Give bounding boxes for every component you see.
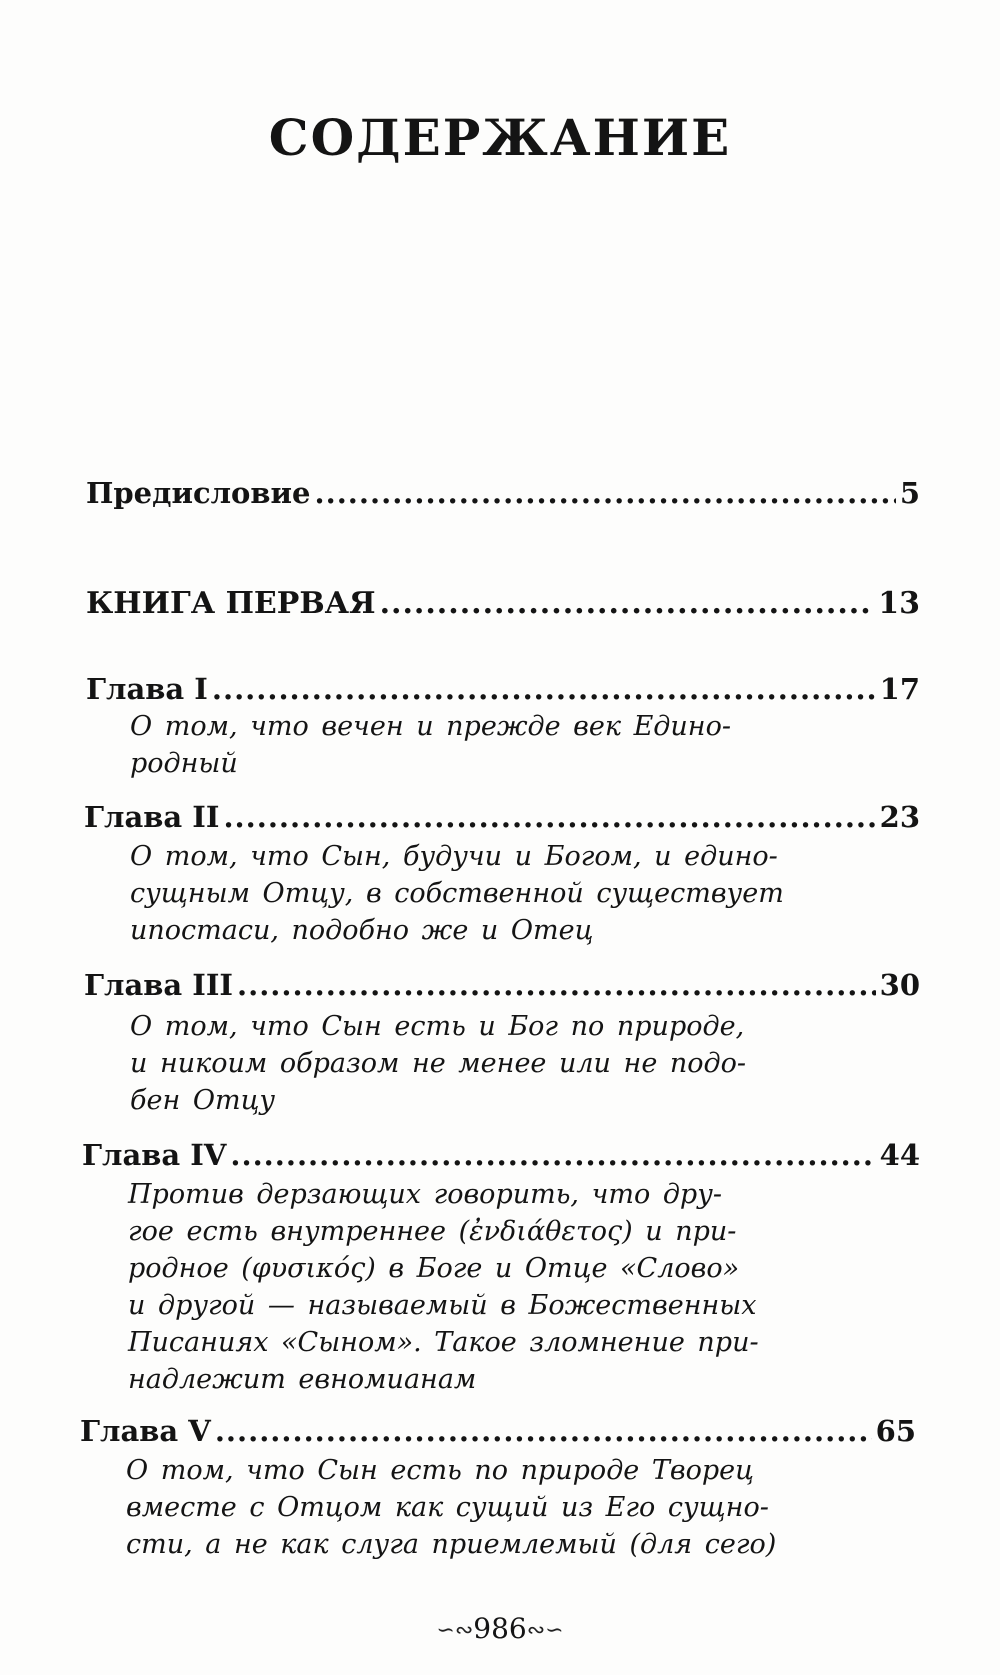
toc-entry-page: 5 [899,476,920,510]
dot-leader [212,672,876,706]
description-line: гое есть внутреннее (ἐνδιάθετος) и при- [128,1216,737,1247]
description-line: и другой — называемый в Божественных [128,1290,757,1321]
description-line: вместе с Отцом как сущий из Его сущно- [126,1492,769,1523]
toc-entry-page: 65 [875,1414,916,1448]
toc-entry-label: Предисловие [86,476,311,510]
description-line: О том, что вечен и прежде век Едино- [130,711,731,742]
dot-leader [223,800,875,834]
toc-entry-preface [86,476,920,510]
description-line: надлежит евномианам [128,1364,477,1395]
toc-entry-label: Глава IV [82,1138,227,1172]
page-number: 986 [473,1612,527,1645]
description-line: сти, а не как слуга приемлемый (для сего) [126,1529,777,1560]
toc-entry-label: Глава V [80,1414,211,1448]
toc-entry-label: Глава III [84,968,233,1002]
description-line: Писаниях «Сыном». Такое зломнение при- [128,1327,759,1358]
description-line: родное (φυσικός) в Боге и Отце «Слово» [128,1253,740,1284]
page-title: СОДЕРЖАНИЕ [268,108,732,167]
toc-entry-chapter [82,1138,920,1172]
description-line: ипостаси, подобно же и Отец [130,915,594,946]
chapter-description [130,1008,830,1119]
toc-entry-page: 17 [879,672,920,706]
chapter-description [126,1452,826,1563]
description-line: и никоим образом не менее или не подо- [130,1048,747,1079]
dot-leader [315,476,896,510]
ornament-left-icon: ∽∾ [436,1618,474,1643]
toc-entry-label: Глава I [86,672,208,706]
description-line: бен Отцу [130,1085,276,1116]
dot-leader [380,586,875,621]
toc-entry-page: 44 [879,1138,920,1172]
toc-entry-chapter [84,968,920,1002]
toc-entry-chapter [80,1414,916,1448]
toc-entry-book [86,586,920,621]
ornament-right-icon: ∾∽ [526,1618,564,1643]
toc-entry-chapter [86,672,920,706]
description-line: О том, что Сын, будучи и Богом, и едино- [130,841,778,872]
chapter-description [128,1176,828,1398]
dot-leader [215,1414,872,1448]
chapter-description [130,708,830,782]
description-line: О том, что Сын есть по природе Творец [126,1455,754,1486]
toc-entry-label: КНИГА ПЕРВАЯ [86,586,376,621]
chapter-description [130,838,830,949]
description-line: родный [130,748,238,779]
description-line: О том, что Сын есть и Бог по природе, [130,1011,745,1042]
description-line: Против дерзающих говорить, что дру- [128,1179,722,1210]
toc-entry-chapter [84,800,920,834]
toc-entry-page: 23 [879,800,920,834]
dot-leader [230,1138,875,1172]
toc-entry-page: 30 [879,968,920,1002]
description-line: сущным Отцу, в собственной существует [130,878,784,909]
page-footer [0,1612,1000,1645]
toc-entry-page: 13 [878,586,920,621]
toc-entry-label: Глава II [84,800,220,834]
dot-leader [237,968,876,1002]
